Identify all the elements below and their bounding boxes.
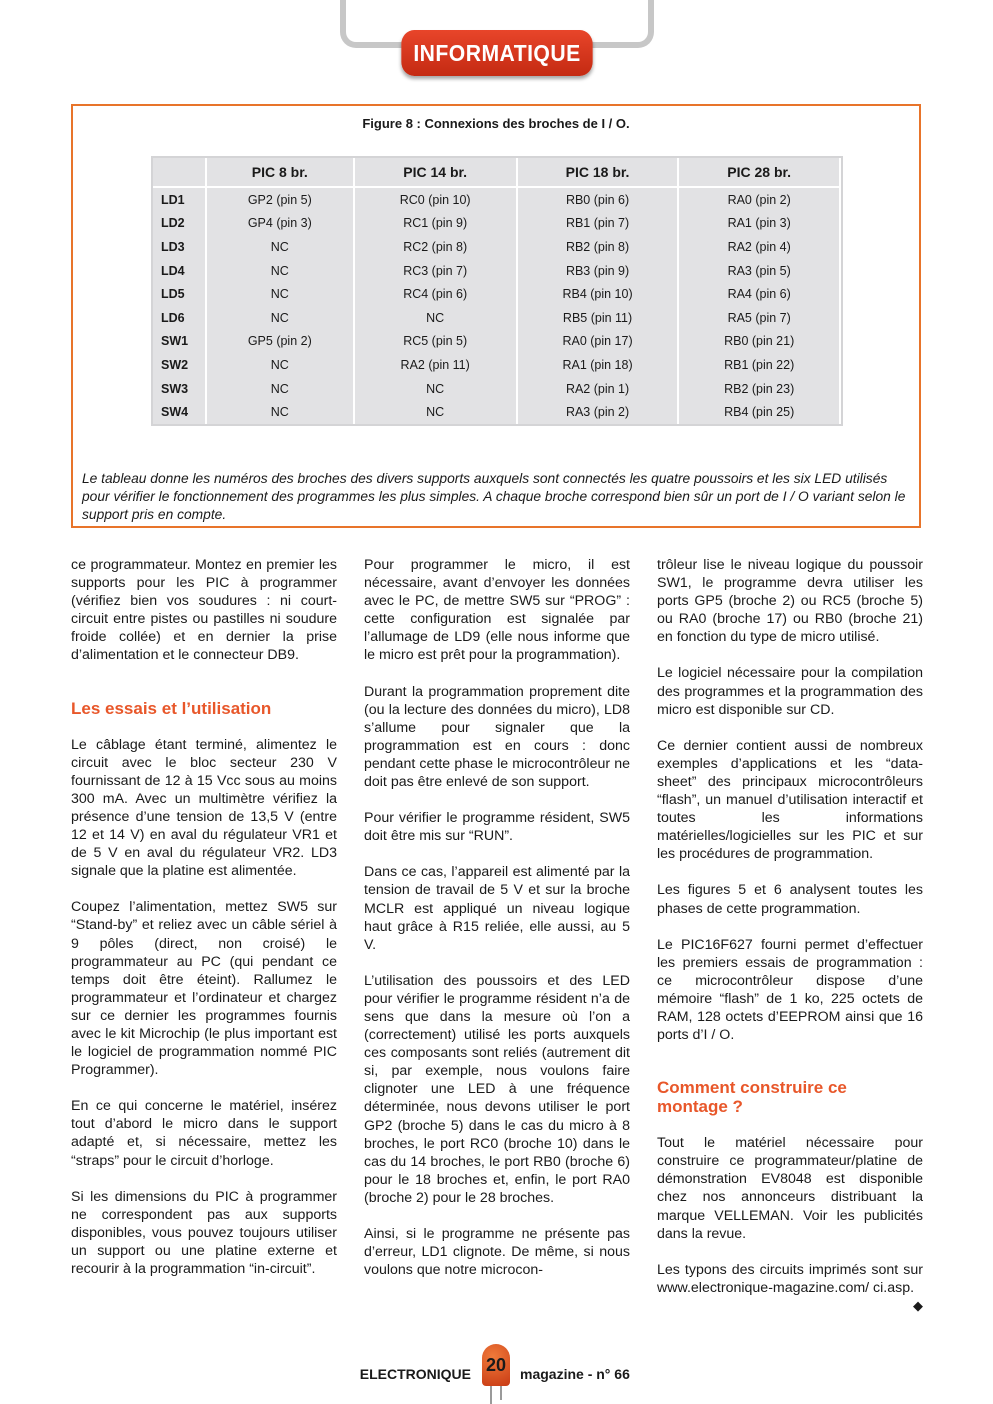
table-cell: RB1 (pin 7) xyxy=(517,212,679,236)
table-row-label: SW1 xyxy=(153,330,206,354)
table-cell: RB4 (pin 10) xyxy=(517,282,679,306)
table-header: PIC 14 br. xyxy=(354,158,517,187)
paragraph-text: Les typons des circuits imprimés sont sur www.electronique-magazine.com/ ci.asp. xyxy=(657,1261,923,1296)
figure-box xyxy=(71,104,921,528)
column-2 xyxy=(364,556,630,1297)
paragraph: Durant la programmation proprement dite (ou la lecture des données du micro), LD8 s’allume pour signaler que la programmation est en cours : donc pendant cette phase le microcontrôleur ne doit pas être enlevé de son support. xyxy=(364,683,630,791)
table-cell: RC3 (pin 7) xyxy=(354,259,517,283)
paragraph: Pour programmer le micro, il est nécessaire, avant d’envoyer les données avec le PC, de mettre SW5 sur “PROG” : cette configuration est signalée par l’allumage de LD9 (elle nous informe que le micro est prêt pour la programmation). xyxy=(364,557,630,664)
table-row xyxy=(153,282,840,306)
table-cell: RC0 (pin 10) xyxy=(354,187,517,212)
column-1 xyxy=(71,556,337,1296)
table-cell: RC4 (pin 6) xyxy=(354,282,517,306)
paragraph: Si les dimensions du PIC à programmer ne correspondent pas aux supports disponibles, vous pouvez toujours utiliser un support ou une platine externe et recourir à la programmation “in-circuit”. xyxy=(71,1188,337,1277)
table-cell: RB0 (pin 21) xyxy=(678,330,840,354)
page-number: 20 xyxy=(482,1344,510,1386)
table-header-row xyxy=(153,158,840,187)
table-cell: RB0 (pin 6) xyxy=(517,187,679,212)
table-cell: RC2 (pin 8) xyxy=(354,235,517,259)
table-header: PIC 18 br. xyxy=(517,158,679,187)
table-row xyxy=(153,306,840,330)
table-cell: NC xyxy=(206,400,354,424)
pin-table xyxy=(153,158,841,424)
table-cell: GP4 (pin 3) xyxy=(206,212,354,236)
table-cell: RA1 (pin 18) xyxy=(517,353,679,377)
table-row xyxy=(153,259,840,283)
paragraph: Le logiciel nécessaire pour la compilation des programmes et la programmation des micro est disponible sur CD. xyxy=(657,665,923,718)
paragraph: trôleur lise le niveau logique du poussoir SW1, le programme devra utiliser les ports GP5 (broche 2) ou RC5 (broche 5) ou RA0 (broche 17) ou RB0 (broche 21) en fonction du type de micro utilisé. xyxy=(657,557,923,646)
table-row-label: LD3 xyxy=(153,235,206,259)
section-heading: Comment construire ce montage ? xyxy=(657,1078,847,1117)
table-cell: NC xyxy=(354,306,517,330)
footer xyxy=(0,1355,993,1398)
table-cell: RA1 (pin 3) xyxy=(678,212,840,236)
table-row-label: LD4 xyxy=(153,259,206,283)
table-header: PIC 28 br. xyxy=(678,158,840,187)
table-cell: RB5 (pin 11) xyxy=(517,306,679,330)
table-row-label: LD1 xyxy=(153,187,206,212)
table-header: PIC 8 br. xyxy=(206,158,354,187)
table-cell: NC xyxy=(354,400,517,424)
paragraph: Ce dernier contient aussi de nombreux exemples d’applications et les “data-sheet” des principaux microcontrôleurs “flash”, un manuel d’utilisation interactif et toutes les informations matérielles/logicielles sur les PIC et sur les procédures de programmation. xyxy=(657,737,923,863)
footer-issue: magazine - n° 66 xyxy=(520,1366,630,1382)
table-row xyxy=(153,330,840,354)
table-cell: NC xyxy=(206,282,354,306)
table-cell: RA0 (pin 2) xyxy=(678,187,840,212)
table-cell: NC xyxy=(206,377,354,401)
table-cell: RB2 (pin 8) xyxy=(517,235,679,259)
table-row-label: SW2 xyxy=(153,353,206,377)
paragraph: Pour vérifier le programme résident, SW5 doit être mis sur “RUN”. xyxy=(364,810,630,845)
table-row-label: LD2 xyxy=(153,212,206,236)
table-cell: RA0 (pin 17) xyxy=(517,330,679,354)
table-cell: GP2 (pin 5) xyxy=(206,187,354,212)
column-3 xyxy=(657,556,923,1315)
table-cell: RA5 (pin 7) xyxy=(678,306,840,330)
footer-magazine-name: ELECTRONIQUE xyxy=(359,1366,471,1382)
table-cell: RB3 (pin 9) xyxy=(517,259,679,283)
table-cell: RA4 (pin 6) xyxy=(678,282,840,306)
end-mark-icon: ◆ xyxy=(913,1297,923,1313)
table-cell: RB4 (pin 25) xyxy=(678,400,840,424)
paragraph: Dans ce cas, l’appareil est alimenté par la tension de travail de 5 V et sur la broche MCLR est appliqué un niveau logique haut grâce à R15 reliée, elle aussi, au 5 V. xyxy=(364,864,630,953)
table-cell: RB2 (pin 23) xyxy=(678,377,840,401)
table-cell: RA2 (pin 11) xyxy=(354,353,517,377)
section-heading: Les essais et l’utilisation xyxy=(71,698,272,718)
paragraph: Le câblage étant terminé, alimentez le circuit avec le bloc secteur 230 V fournissant de 12 à 15 Vcc sous au moins 300 mA. Avec un multimètre vérifiez la présence d’une tension de 13,5 V (entre 12 et 14 V) en aval du régulateur VR1 et de 5 V en aval du régulateur VR2. LD3 signale que la platine est alimentée. xyxy=(71,736,337,880)
paragraph: Coupez l’alimentation, mettez SW5 sur “Stand-by” et reliez avec un câble sériel à 9 pôles (direct, non croisé) le programmateur au PC (qui pendant ce temps doit être éteint). Rallumez le programmateur et l’ordinateur et chargez sur ce dernier les programmes fournis avec le kit Microchip (le plus important est le logiciel de programmation nommé PIC Programmer). xyxy=(71,899,337,1079)
table-header xyxy=(153,158,206,187)
paragraph: Tout le matériel nécessaire pour construire ce programmateur/platine de démonstration EV8048 est disponible chez nos annonceurs distribuant la marque VELLEMAN. Voir les publicités dans la revue. xyxy=(657,1135,923,1242)
table-cell: RC1 (pin 9) xyxy=(354,212,517,236)
table-cell: RC5 (pin 5) xyxy=(354,330,517,354)
paragraph: ce programmateur. Montez en premier les supports pour les PIC à programmer (vérifiez bien vos soudures : ni court-circuit entre pistes ou pastilles ni soudure froide collée) et en dernier la prise d’alimentation et le connecteur DB9. xyxy=(71,557,337,664)
table-cell: RB1 (pin 22) xyxy=(678,353,840,377)
table-cell: RA3 (pin 2) xyxy=(517,400,679,424)
paragraph: En ce qui concerne le matériel, insérez tout d’abord le micro dans le support adapté et, si nécessaire, mettez les “straps” pour le circuit d’horloge. xyxy=(71,1098,337,1169)
paragraph xyxy=(657,1261,923,1313)
led-leg xyxy=(490,1386,492,1404)
table-cell: NC xyxy=(206,259,354,283)
table-cell: RA2 (pin 4) xyxy=(678,235,840,259)
table-row-label: LD5 xyxy=(153,282,206,306)
table-row xyxy=(153,353,840,377)
table-cell: NC xyxy=(206,235,354,259)
paragraph: Le PIC16F627 fourni permet d’effectuer les premiers essais de programmation : ce microcontrôleur dispose d’une mémoire “flash” de 1 ko, 225 octets de RAM, 128 octets d’EEPROM ainsi que 16 ports d’I / O. xyxy=(657,936,923,1044)
figure-title: Figure 8 : Connexions des broches de I / O. xyxy=(362,116,630,131)
table-cell: NC xyxy=(206,306,354,330)
table-row-label: SW4 xyxy=(153,400,206,424)
table-row-label: LD6 xyxy=(153,306,206,330)
paragraph: Ainsi, si le programme ne présente pas d’erreur, LD1 clignote. De même, si nous voulons que notre microcon- xyxy=(364,1226,630,1279)
table-cell: GP5 (pin 2) xyxy=(206,330,354,354)
section-badge: INFORMATIQUE xyxy=(401,30,592,76)
table-row xyxy=(153,235,840,259)
table-cell: RA3 (pin 5) xyxy=(678,259,840,283)
table-cell: NC xyxy=(206,353,354,377)
table-row-label: SW3 xyxy=(153,377,206,401)
table-row xyxy=(153,212,840,236)
paragraph: Les figures 5 et 6 analysent toutes les phases de cette programmation. xyxy=(657,882,923,917)
table-cell: RA2 (pin 1) xyxy=(517,377,679,401)
figure-caption: Le tableau donne les numéros des broches des divers supports auxquels sont connectés les quatre poussoirs et les six LED utilisés pour vérifier le fonctionnement des programmes les plus simples. A chaque broche correspond bien sûr un port de I / O variant selon le support pris en compte. xyxy=(82,471,906,522)
table-row xyxy=(153,377,840,401)
table-row xyxy=(153,187,840,212)
table-cell: NC xyxy=(354,377,517,401)
table-row xyxy=(153,400,840,424)
led-leg xyxy=(500,1386,502,1400)
paragraph: L’utilisation des poussoirs et des LED pour vérifier le programme résident n’a de sens que dans la mesure où l’on a (correctement) utilisé les ports auxquels ces composants sont reliés (autrement dit si, par exemple, nous voulons faire clignoter une LED à une fréquence déterminée, nous devons utiliser le port GP2 (broche 5) dans le cas du micro à 8 broches, le port RC0 (broche 10) dans le cas du 14 broches, le port RB0 (broche 6) pour le 18 broches et, enfin, le port RA0 (broche 2) pour le 28 broches. xyxy=(364,972,630,1206)
